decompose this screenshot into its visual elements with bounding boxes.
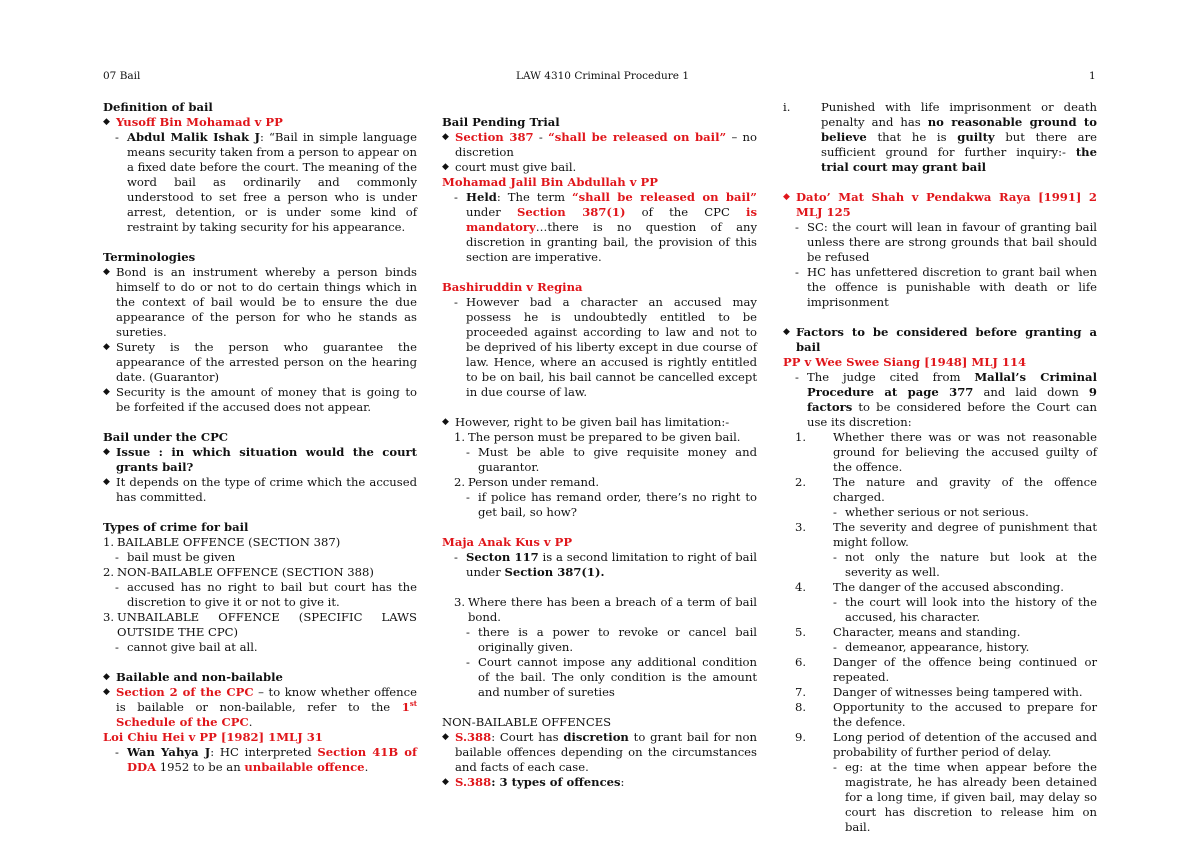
case-yusoff: ◆ Yusoff Bin Mohamad v PP [103,115,417,130]
header-course: LAW 4310 Criminal Procedure 1 [516,70,689,82]
list-item: ◆ S.388: Court has discretion to grant bail for non bailable offences depending on the circumstances and facts of each case. [442,730,757,774]
list-item: ◆ Section 387 - “shall be released on bail” – no discretion [442,130,757,159]
list-item: ◆ However, right to be given bail has limitation:- [442,415,730,429]
list-item: 1. The person must be prepared to be given bail. [454,430,741,444]
case-mohamad-jalil: Mohamad Jalil Bin Abdullah v PP [442,175,658,189]
list-item: ◆ Security is the amount of money that is going to be forfeited if the accused does not appear. [103,385,417,414]
factor-item: 1. Whether there was or was not reasonable ground for believing the accused guilty of the offence. [795,430,1097,474]
yusoff-quote: - Abdul Malik Ishak J: “Bail in simple language means security taken from a person to appear on a fixed date before the court. The meaning of the word bail as ordinarily and commonly understood to set free a person who is under arrest, detention, or is under some kind of restraint by taking security for his appearance. [115,130,417,234]
definition-heading: Definition of bail [103,100,213,114]
column-2 [442,100,757,790]
list-item: ◆ court must give bail. [442,160,577,174]
types-heading: Types of crime for bail [103,520,249,534]
list-item: - Held: The term “shall be released on bail” under Section 387(1) of the CPC is mandatory…there is no question of any discretion in granting bail, the provision of this section are imperative. [454,190,757,264]
list-item: - HC has unfettered discretion to grant bail when the offence is punishable with death or life imprisonment [795,265,1097,309]
list-item: 3. Where there has been a breach of a term of bail bond. [454,595,757,624]
terminologies-heading: Terminologies [103,250,196,264]
factor-item: 5. Character, means and standing. [795,625,1021,639]
case-wee-swee-siang: PP v Wee Swee Siang [1948] MLJ 114 [783,355,1027,369]
list-item: 1. BAILABLE OFFENCE (SECTION 387) [103,535,341,549]
factor-item: 3. The severity and degree of punishment that might follow. [795,520,1097,549]
bail-pending-trial-heading: Bail Pending Trial [442,115,560,129]
list-item: ◆ Bailable and non-bailable [103,670,283,684]
list-item: 2. NON-BAILABLE OFFENCE (SECTION 388) [103,565,374,579]
list-item: ◆ Factors to be considered before granting a bail [783,325,1097,354]
factor-item: 6. Danger of the offence being continued or repeated. [795,655,1097,684]
column-3 [783,100,1097,835]
judge-name: Abdul Malik Ishak J [127,130,260,144]
case-name: Yusoff Bin Mohamad v PP [116,115,283,129]
case-bashiruddin: Bashiruddin v Regina [442,280,583,294]
list-item: - there is a power to revoke or cancel bail originally given. [466,625,757,654]
list-item: - Secton 117 is a second limitation to right of bail under Section 387(1). [454,550,757,579]
factor-item: 2. The nature and gravity of the offence charged. [795,475,1097,504]
list-item: ◆ S.388: 3 types of offences: [442,775,625,789]
list-item: ◆ Issue : in which situation would the court grants bail? [103,445,417,474]
list-item: ◆ It depends on the type of crime which the accused has committed. [103,475,417,504]
case-loi: Loi Chiu Hei v PP [1982] 1MLJ 31 [103,730,323,744]
factor-sub-item: - the court will look into the history of the accused, his character. [833,595,1097,624]
list-item: - However bad a character an accused may possess he is undoubtedly entitled to be proceeded against according to law and not to be deprived of his liberty except in due course of law. Hence, where an accused is rightly entitled to be on bail, his bail cannot be cancelled except in due course of law. [454,295,757,399]
factor-item: 9. Long period of detention of the accused and probability of further period of delay. [795,730,1097,759]
non-bailable-heading: NON-BAILABLE OFFENCES [442,715,612,729]
list-item: ◆ Dato’ Mat Shah v Pendakwa Raya [1991] 2 MLJ 125 [783,190,1097,219]
factor-sub-item: - whether serious or not serious. [833,505,1029,519]
list-item: ◆ Surety is the person who guarantee the appearance of the arrested person on the hearing date. (Guarantor) [103,340,417,384]
header-chapter: 07 Bail [103,70,141,82]
list-item: i. Punished with life imprisonment or death penalty and has no reasonable ground to believe that he is guilty but there are sufficient ground for further inquiry:- the trial court may grant bail [783,100,1097,174]
list-item: - Must be able to give requisite money and guarantor. [466,445,757,474]
list-item: - SC: the court will lean in favour of granting bail unless there are strong grounds that bail should be refused [795,220,1097,264]
list-item: - bail must be given [115,550,236,564]
quote-text: : “Bail in simple language means security taken from a person to appear on a fixed date before the court. The meaning of the word bail as ordinarily and commonly understood to set free a person who is under arrest, detention, or is under some kind of restraint by taking security for his appearance. [127,130,417,234]
list-item: - Wan Yahya J: HC interpreted Section 41B of DDA 1952 to be an unbailable offence. [115,745,418,774]
list-item: - Court cannot impose any additional condition of the bail. The only condition is the amount and number of sureties [466,655,757,699]
factor-sub-item: - not only the nature but look at the severity as well. [833,550,1097,579]
factor-sub-item: - demeanor, appearance, history. [833,640,1030,654]
page-number: 1 [1089,70,1096,82]
factors-list [783,430,1097,835]
list-item: 3. UNBAILABLE OFFENCE (SPECIFIC LAWS OUTSIDE THE CPC) [103,610,417,639]
list-item: - cannot give bail at all. [115,640,258,654]
list-item: ◆ Section 2 of the CPC – to know whether offence is bailable or non-bailable, refer to the 1st Schedule of the CPC. [103,685,417,729]
list-item: - if police has remand order, there’s no right to get bail, so how? [466,490,757,519]
factor-item: 4. The danger of the accused absconding. [795,580,1064,594]
cpc-heading: Bail under the CPC [103,430,229,444]
case-maja: Maja Anak Kus v PP [442,535,573,549]
factor-sub-item: - eg: at the time when appear before the magistrate, he has already been detained for a long time, if given bail, may delay so court has discretion to release him on bail. [833,760,1097,834]
list-item: - The judge cited from Mallal’s Criminal Procedure at page 377 and laid down 9 factors to be considered before the Court can use its discretion: [795,370,1097,429]
column-1 [103,100,417,775]
list-item: ◆ Bond is an instrument whereby a person binds himself to do or not to do certain things which in the context of bail would be to ensure the due appearance of the person for who he stands as sureties. [103,265,417,339]
list-item: 2. Person under remand. [454,475,600,489]
factor-item: 7. Danger of witnesses being tampered with. [795,685,1083,699]
factor-item: 8. Opportunity to the accused to prepare for the defence. [795,700,1097,729]
list-item: - accused has no right to bail but court has the discretion to give it or not to give it. [115,580,417,609]
